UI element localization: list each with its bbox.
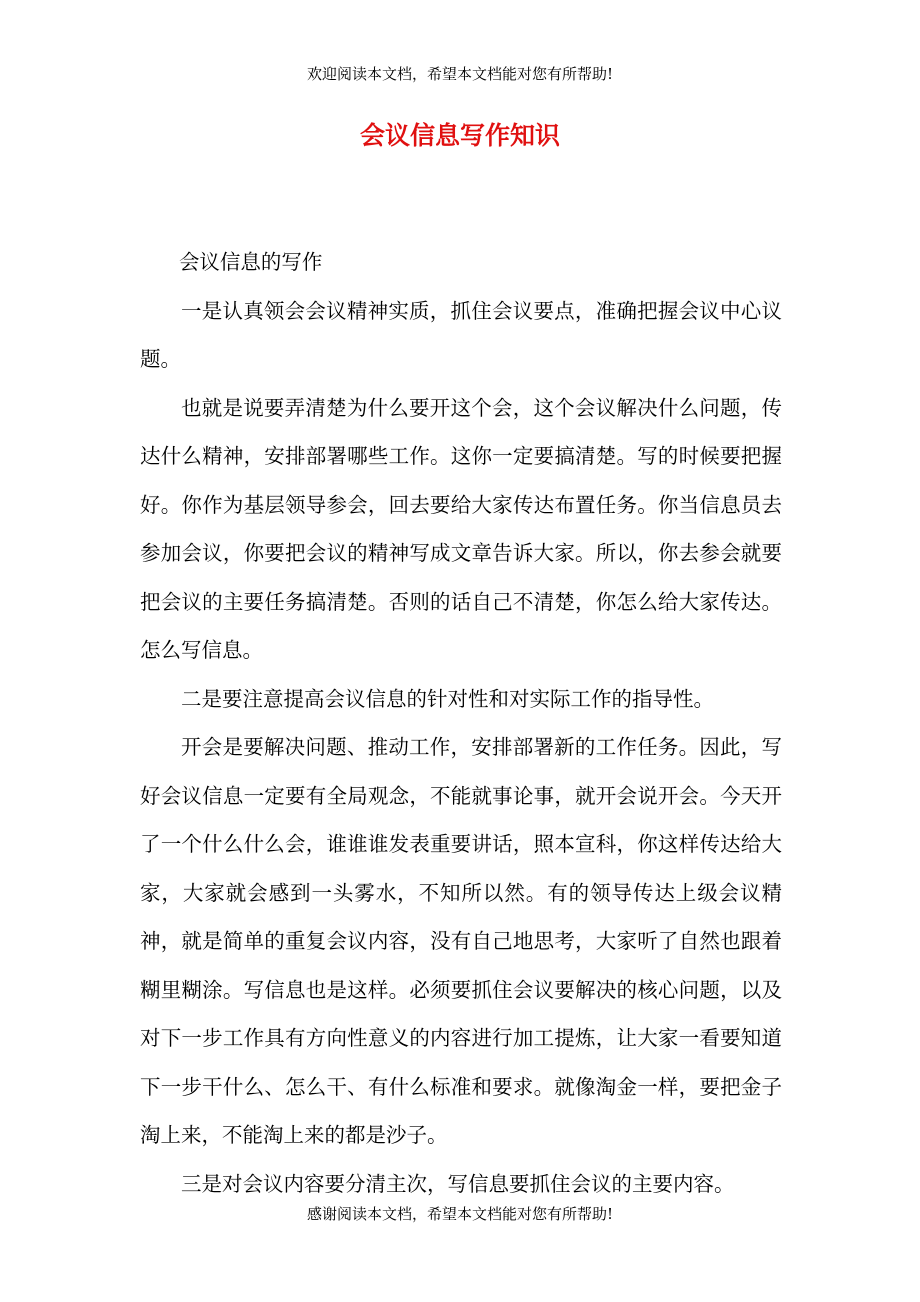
paragraph-point-one: 一是认真领会会议精神实质，抓住会议要点，准确把握会议中心议题。: [140, 298, 782, 371]
page-footer: 感谢阅读本文档，希望本文档能对您有所帮助!: [306, 1205, 614, 1223]
paragraph-explanation-one: 也就是说要弄清楚为什么要开这个会，这个会议解决什么问题，传达什么精神，安排部署哪些工作。这你一定要搞清楚。写的时候要把握好。你作为基层领导参会，回去要给大家传达布置任务。你当信息员去参加会议，你要把会议的精神写成文章告诉大家。所以，你去参会就要把会议的主要任务搞清楚。否则的话自己不清楚，你怎么给大家传达。怎么写信息。: [140, 395, 782, 662]
document-body: [140, 238, 782, 1208]
paragraph-point-three: 三是对会议内容要分清主次，写信息要抓住会议的主要内容。: [181, 1171, 735, 1196]
paragraph-explanation-two: 开会是要解决问题、推动工作，安排部署新的工作任务。因此，写好会议信息一定要有全局观念，不能就事论事，就开会说开会。今天开了一个什么什么会，谁谁谁发表重要讲话，照本宣科，你这样传达给大家，大家就会感到一头雾水，不知所以然。有的领导传达上级会议精神，就是简单的重复会议内容，没有自己地思考，大家听了自然也跟着糊里糊涂。写信息也是这样。必须要抓住会议要解决的核心问题，以及对下一步工作具有方向性意义的内容进行加工提炼，让大家一看要知道下一步干什么、怎么干、有什么标准和要求。就像淘金一样，要把金子淘上来，不能淘上来的都是沙子。: [140, 735, 782, 1147]
section-heading: 会议信息的写作: [178, 250, 323, 274]
paragraph-point-two: 二是要注意提高会议信息的针对性和对实际工作的指导性。: [181, 686, 714, 711]
page-header: 欢迎阅读本文档，希望本文档能对您有所帮助!: [306, 65, 614, 83]
document-title: 会议信息写作知识: [359, 121, 560, 150]
